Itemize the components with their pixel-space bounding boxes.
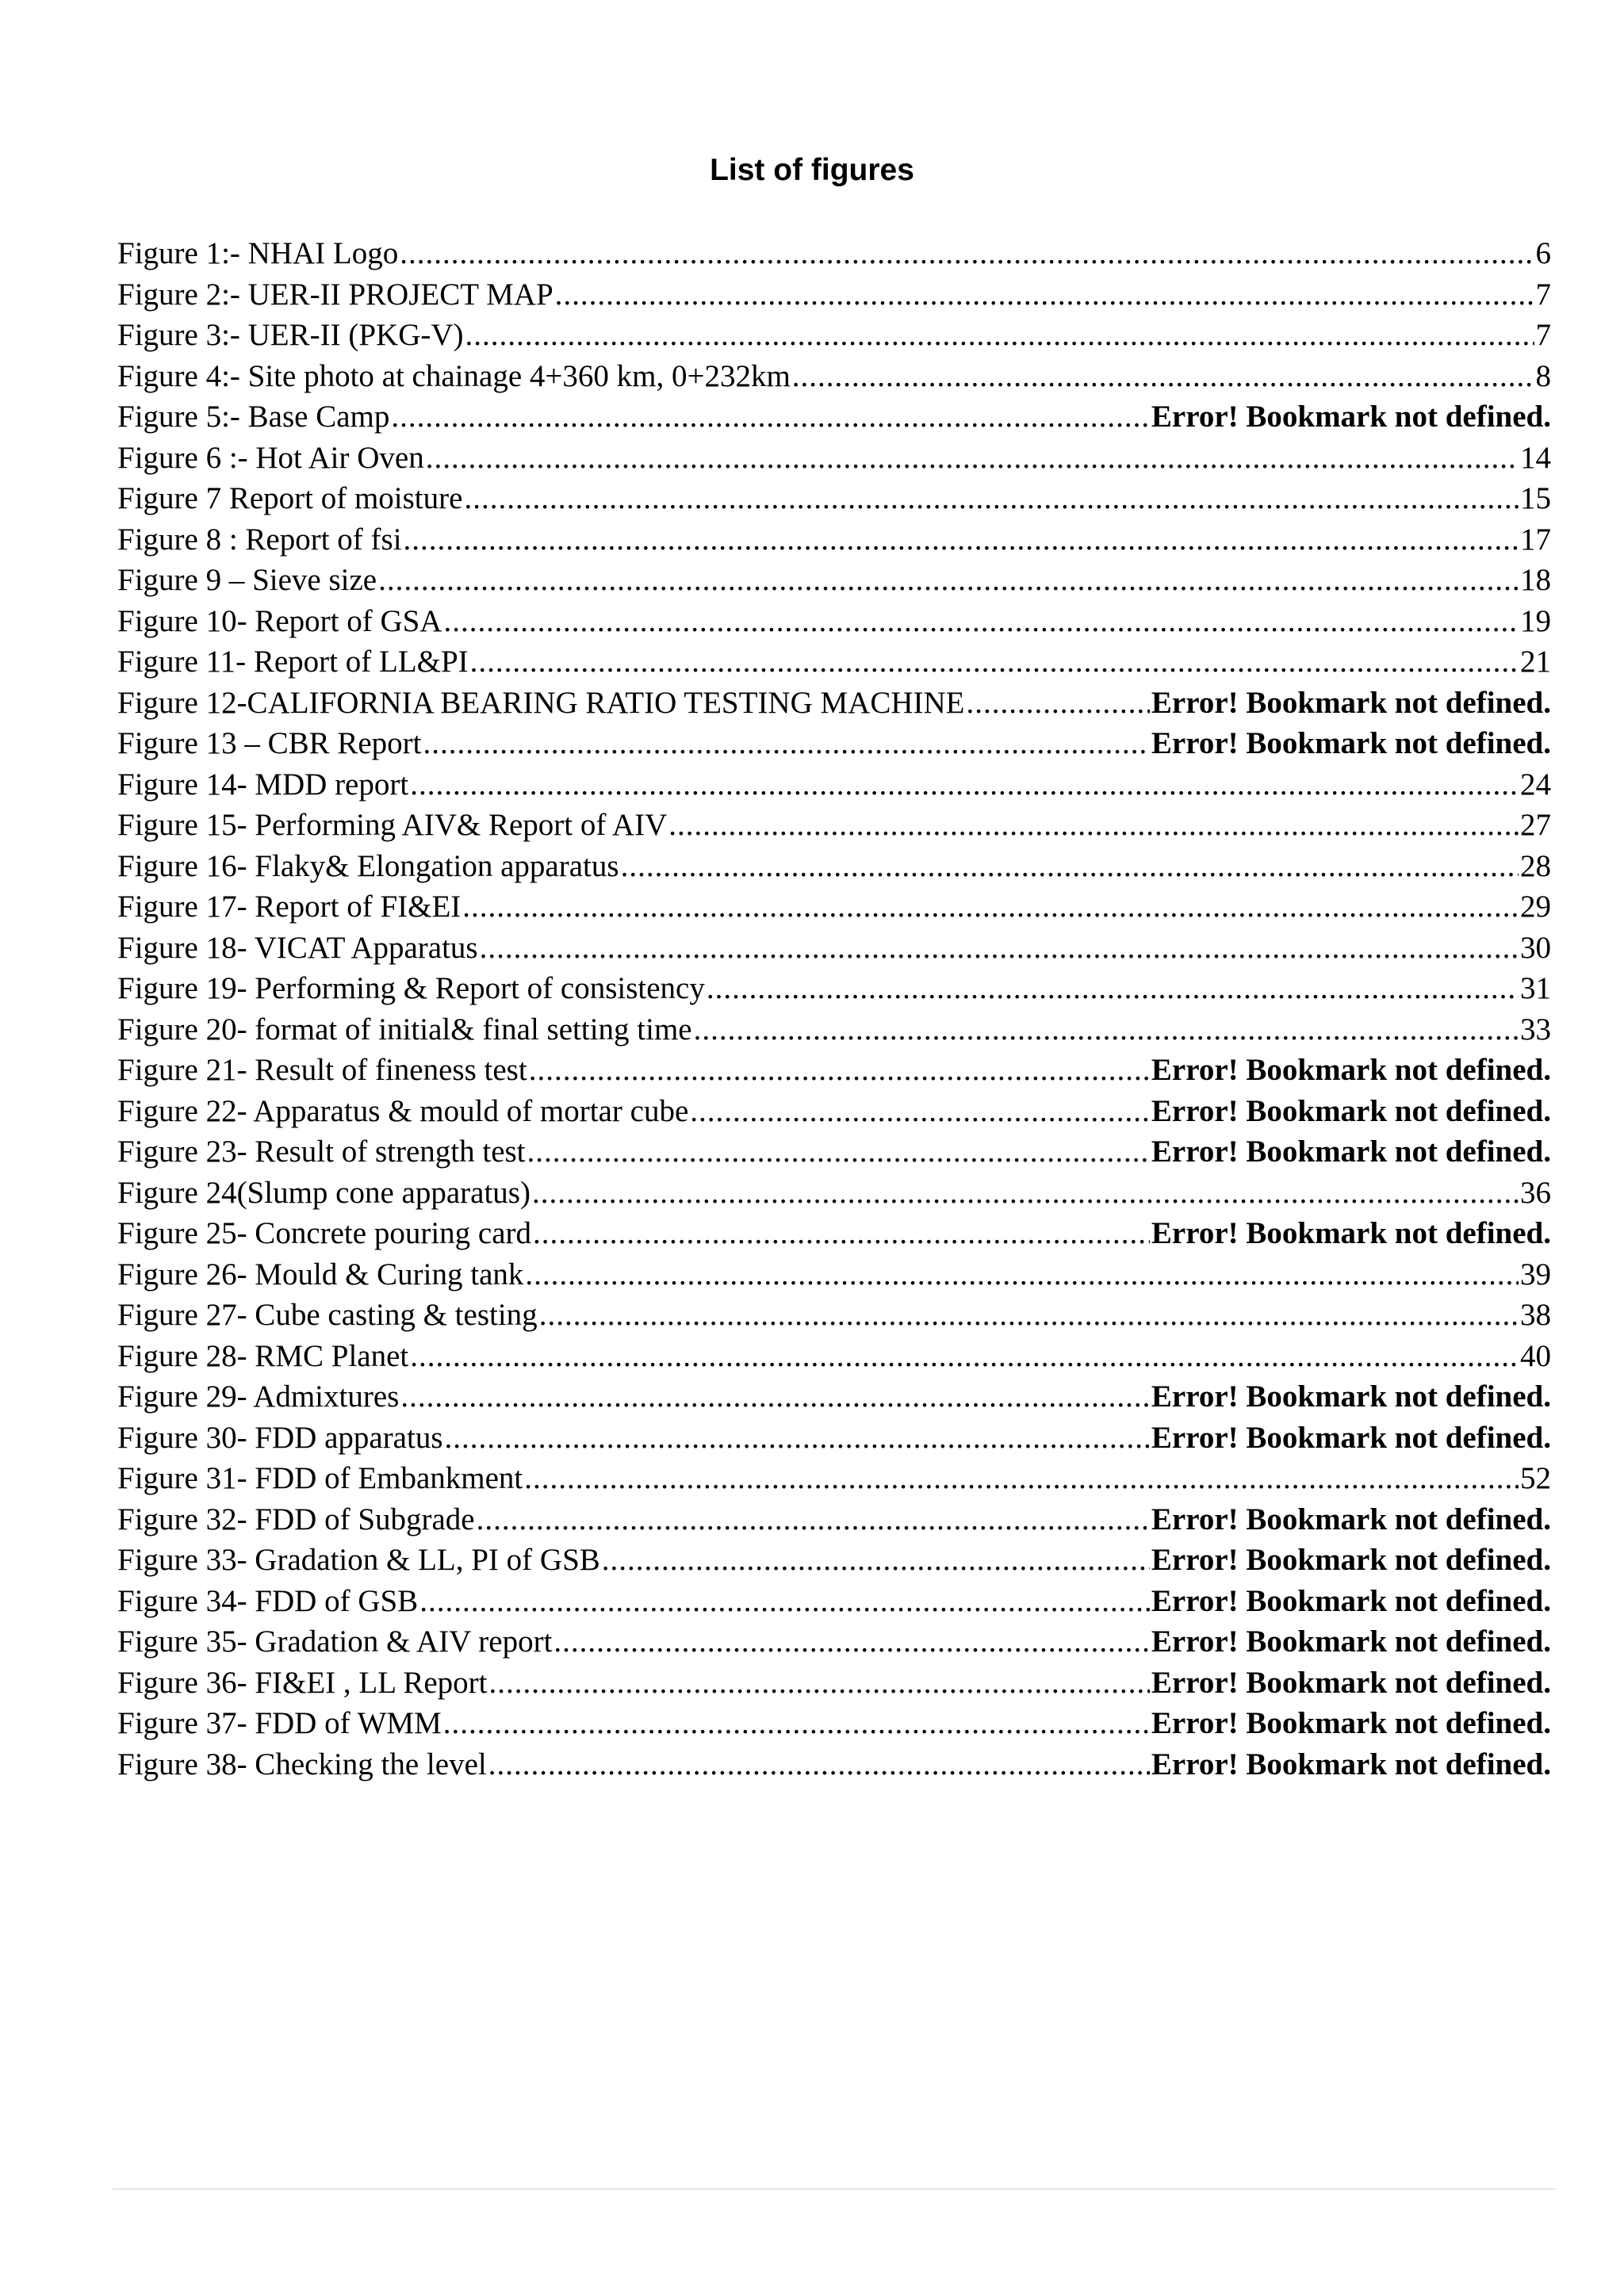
dot-leader bbox=[470, 641, 1519, 683]
toc-entry-figure-28[interactable] bbox=[117, 1336, 1551, 1377]
toc-entry-label: Figure 22- Apparatus & mould of mortar cube bbox=[117, 1093, 689, 1128]
toc-entry-figure-38[interactable] bbox=[117, 1744, 1551, 1785]
toc-entry-bookmark-error: Error! Bookmark not defined. bbox=[1151, 1053, 1551, 1087]
toc-entry-label: Figure 21- Result of fineness test bbox=[117, 1053, 527, 1087]
toc-entry-label: Figure 1:- NHAI Logo bbox=[117, 236, 399, 270]
toc-entry-page-number: 19 bbox=[1520, 603, 1551, 638]
toc-entry-bookmark-error: Error! Bookmark not defined. bbox=[1151, 1747, 1551, 1781]
dot-leader bbox=[480, 928, 1519, 969]
dot-leader bbox=[524, 1458, 1519, 1499]
toc-entry-figure-17[interactable] bbox=[117, 886, 1551, 928]
toc-entry-figure-15[interactable] bbox=[117, 805, 1551, 846]
toc-entry-figure-24[interactable] bbox=[117, 1173, 1551, 1214]
toc-entry-page-number: 21 bbox=[1520, 645, 1551, 679]
toc-entry-label: Figure 12-CALIFORNIA BEARING RATIO TESTING MACHINE bbox=[117, 685, 965, 720]
toc-entry-label: Figure 28- RMC Planet bbox=[117, 1338, 409, 1373]
toc-entry-figure-36[interactable] bbox=[117, 1663, 1551, 1704]
toc-entry-page-number: 17 bbox=[1520, 522, 1551, 557]
toc-entry-figure-2[interactable] bbox=[117, 274, 1551, 316]
toc-entry-figure-35[interactable] bbox=[117, 1621, 1551, 1663]
toc-entry-page-number: 28 bbox=[1520, 848, 1551, 883]
toc-entry-label: Figure 38- Checking the level bbox=[117, 1747, 487, 1781]
dot-leader bbox=[443, 601, 1519, 642]
toc-entry-figure-31[interactable] bbox=[117, 1458, 1551, 1499]
toc-entry-page-number: 24 bbox=[1520, 767, 1551, 802]
dot-leader bbox=[533, 1213, 1150, 1254]
toc-entry-label: Figure 8 : Report of fsi bbox=[117, 522, 402, 557]
toc-entry-bookmark-error: Error! Bookmark not defined. bbox=[1151, 726, 1551, 760]
toc-entry-label: Figure 35- Gradation & AIV report bbox=[117, 1624, 553, 1659]
dot-leader bbox=[445, 1418, 1150, 1459]
toc-entry-label: Figure 15- Performing AIV& Report of AIV bbox=[117, 808, 668, 842]
toc-entry-figure-22[interactable] bbox=[117, 1091, 1551, 1132]
toc-entry-label: Figure 37- FDD of WMM bbox=[117, 1706, 442, 1740]
dot-leader bbox=[462, 886, 1519, 928]
dot-leader bbox=[400, 1376, 1150, 1418]
dot-leader bbox=[602, 1540, 1150, 1581]
toc-entry-figure-3[interactable] bbox=[117, 315, 1551, 356]
dot-leader bbox=[707, 968, 1519, 1009]
dot-leader bbox=[529, 1050, 1150, 1091]
toc-entry-figure-9[interactable] bbox=[117, 560, 1551, 601]
toc-entry-page-number: 8 bbox=[1535, 358, 1551, 393]
toc-entry-figure-29[interactable] bbox=[117, 1376, 1551, 1418]
dot-leader bbox=[465, 315, 1534, 356]
dot-leader bbox=[443, 1703, 1150, 1744]
toc-entry-figure-1[interactable] bbox=[117, 233, 1551, 274]
toc-entry-figure-7[interactable] bbox=[117, 478, 1551, 519]
dot-leader bbox=[378, 560, 1519, 601]
toc-entry-figure-30[interactable] bbox=[117, 1418, 1551, 1459]
dot-leader bbox=[668, 805, 1519, 846]
toc-entry-figure-34[interactable] bbox=[117, 1581, 1551, 1622]
dot-leader bbox=[694, 1009, 1519, 1050]
toc-entry-label: Figure 25- Concrete pouring card bbox=[117, 1216, 532, 1250]
toc-entry-label: Figure 24(Slump cone apparatus) bbox=[117, 1175, 530, 1210]
toc-entry-page-number: 15 bbox=[1520, 481, 1551, 515]
toc-entry-figure-27[interactable] bbox=[117, 1295, 1551, 1336]
toc-entry-label: Figure 2:- UER-II PROJECT MAP bbox=[117, 277, 553, 312]
toc-entry-page-number: 52 bbox=[1520, 1461, 1551, 1495]
toc-entry-figure-5[interactable] bbox=[117, 396, 1551, 438]
dot-leader bbox=[525, 1254, 1519, 1295]
toc-entry-page-number: 33 bbox=[1520, 1012, 1551, 1047]
toc-entry-label: Figure 13 – CBR Report bbox=[117, 726, 422, 760]
toc-entry-label: Figure 19- Performing & Report of consistency bbox=[117, 971, 705, 1005]
dot-leader bbox=[423, 723, 1150, 764]
toc-entry-page-number: 29 bbox=[1520, 890, 1551, 924]
toc-entry-page-number: 14 bbox=[1520, 440, 1551, 475]
toc-entry-label: Figure 9 – Sieve size bbox=[117, 563, 377, 597]
toc-entry-figure-23[interactable] bbox=[117, 1131, 1551, 1173]
toc-entry-figure-8[interactable] bbox=[117, 519, 1551, 561]
toc-entry-page-number: 30 bbox=[1520, 930, 1551, 965]
dot-leader bbox=[404, 519, 1519, 561]
toc-entry-page-number: 6 bbox=[1535, 236, 1551, 270]
dot-leader bbox=[488, 1663, 1149, 1704]
dot-leader bbox=[477, 1499, 1150, 1540]
toc-entry-label: Figure 16- Flaky& Elongation apparatus bbox=[117, 848, 619, 883]
toc-entry-bookmark-error: Error! Bookmark not defined. bbox=[1151, 1624, 1551, 1659]
dot-leader bbox=[690, 1091, 1150, 1132]
toc-entry-bookmark-error: Error! Bookmark not defined. bbox=[1151, 1665, 1551, 1700]
toc-entry-bookmark-error: Error! Bookmark not defined. bbox=[1151, 1706, 1551, 1740]
toc-entry-page-number: 7 bbox=[1535, 318, 1551, 352]
toc-entry-page-number: 38 bbox=[1520, 1298, 1551, 1332]
toc-entry-label: Figure 3:- UER-II (PKG-V) bbox=[117, 318, 464, 352]
dot-leader bbox=[464, 478, 1519, 519]
page-title: List of figures bbox=[710, 153, 914, 187]
toc-entry-label: Figure 26- Mould & Curing tank bbox=[117, 1257, 524, 1292]
toc-entry-label: Figure 18- VICAT Apparatus bbox=[117, 930, 478, 965]
dot-leader bbox=[488, 1744, 1150, 1785]
toc-entry-label: Figure 23- Result of strength test bbox=[117, 1135, 526, 1169]
dot-leader bbox=[419, 1581, 1150, 1622]
toc-entry-page-number: 36 bbox=[1520, 1175, 1551, 1210]
dot-leader bbox=[967, 683, 1150, 724]
toc-entry-label: Figure 29- Admixtures bbox=[117, 1380, 400, 1414]
toc-entry-figure-10[interactable] bbox=[117, 601, 1551, 642]
toc-entry-figure-20[interactable] bbox=[117, 1009, 1551, 1050]
toc-entry-label: Figure 4:- Site photo at chainage 4+360 km, 0+232km bbox=[117, 358, 791, 393]
dot-leader bbox=[391, 396, 1150, 438]
toc-entry-label: Figure 36- FI&EI , LL Report bbox=[117, 1665, 488, 1700]
toc-entry-figure-16[interactable] bbox=[117, 846, 1551, 887]
toc-entry-label: Figure 7 Report of moisture bbox=[117, 481, 463, 515]
toc-entry-bookmark-error: Error! Bookmark not defined. bbox=[1151, 1093, 1551, 1128]
toc-entry-bookmark-error: Error! Bookmark not defined. bbox=[1151, 1420, 1551, 1455]
dot-leader bbox=[527, 1131, 1150, 1173]
dot-leader bbox=[410, 1336, 1519, 1377]
dot-leader bbox=[539, 1295, 1519, 1336]
dot-leader bbox=[792, 356, 1534, 397]
toc-entry-figure-26[interactable] bbox=[117, 1254, 1551, 1295]
toc-entry-label: Figure 31- FDD of Embankment bbox=[117, 1461, 523, 1495]
footer-divider bbox=[113, 2188, 1556, 2190]
toc-entry-page-number: 39 bbox=[1520, 1257, 1551, 1292]
toc-entry-bookmark-error: Error! Bookmark not defined. bbox=[1151, 1216, 1551, 1250]
toc-entry-label: Figure 17- Report of FI&EI bbox=[117, 890, 462, 924]
toc-entry-page-number: 7 bbox=[1535, 277, 1551, 312]
toc-entry-bookmark-error: Error! Bookmark not defined. bbox=[1151, 400, 1551, 434]
toc-entry-bookmark-error: Error! Bookmark not defined. bbox=[1151, 1380, 1551, 1414]
toc-entry-page-number: 27 bbox=[1520, 808, 1551, 842]
toc-entry-figure-21[interactable] bbox=[117, 1050, 1551, 1091]
toc-entry-figure-32[interactable] bbox=[117, 1499, 1551, 1540]
toc-entry-bookmark-error: Error! Bookmark not defined. bbox=[1151, 685, 1551, 720]
dot-leader bbox=[555, 274, 1534, 316]
toc-entry-bookmark-error: Error! Bookmark not defined. bbox=[1151, 1583, 1551, 1618]
list-of-figures bbox=[117, 233, 1551, 1785]
toc-entry-figure-11[interactable] bbox=[117, 641, 1551, 683]
toc-entry-label: Figure 11- Report of LL&PI bbox=[117, 645, 469, 679]
toc-entry-figure-19[interactable] bbox=[117, 968, 1551, 1009]
toc-entry-figure-13[interactable] bbox=[117, 723, 1551, 764]
toc-entry-page-number: 40 bbox=[1520, 1338, 1551, 1373]
toc-entry-figure-37[interactable] bbox=[117, 1703, 1551, 1744]
toc-entry-label: Figure 5:- Base Camp bbox=[117, 400, 390, 434]
toc-entry-figure-4[interactable] bbox=[117, 356, 1551, 397]
toc-entry-figure-25[interactable] bbox=[117, 1213, 1551, 1254]
toc-entry-label: Figure 27- Cube casting & testing bbox=[117, 1298, 538, 1332]
dot-leader bbox=[426, 438, 1519, 479]
toc-entry-figure-6[interactable] bbox=[117, 438, 1551, 479]
dot-leader bbox=[532, 1173, 1519, 1214]
toc-entry-label: Figure 10- Report of GSA bbox=[117, 603, 442, 638]
toc-entry-figure-33[interactable] bbox=[117, 1540, 1551, 1581]
toc-entry-figure-12[interactable] bbox=[117, 683, 1551, 724]
toc-entry-label: Figure 33- Gradation & LL, PI of GSB bbox=[117, 1543, 600, 1577]
toc-entry-bookmark-error: Error! Bookmark not defined. bbox=[1151, 1502, 1551, 1536]
toc-entry-bookmark-error: Error! Bookmark not defined. bbox=[1151, 1543, 1551, 1577]
toc-entry-label: Figure 34- FDD of GSB bbox=[117, 1583, 419, 1618]
toc-entry-label: Figure 30- FDD apparatus bbox=[117, 1420, 443, 1455]
toc-entry-page-number: 18 bbox=[1520, 563, 1551, 597]
toc-entry-bookmark-error: Error! Bookmark not defined. bbox=[1151, 1135, 1551, 1169]
toc-entry-label: Figure 32- FDD of Subgrade bbox=[117, 1502, 475, 1536]
toc-entry-label: Figure 14- MDD report bbox=[117, 767, 409, 802]
dot-leader bbox=[400, 233, 1534, 274]
dot-leader bbox=[553, 1621, 1149, 1663]
toc-entry-label: Figure 20- format of initial& final setting time bbox=[117, 1012, 692, 1047]
toc-entry-figure-14[interactable] bbox=[117, 764, 1551, 806]
toc-entry-label: Figure 6 :- Hot Air Oven bbox=[117, 440, 424, 475]
dot-leader bbox=[621, 846, 1519, 887]
toc-entry-figure-18[interactable] bbox=[117, 928, 1551, 969]
dot-leader bbox=[410, 764, 1519, 806]
toc-entry-page-number: 31 bbox=[1520, 971, 1551, 1005]
